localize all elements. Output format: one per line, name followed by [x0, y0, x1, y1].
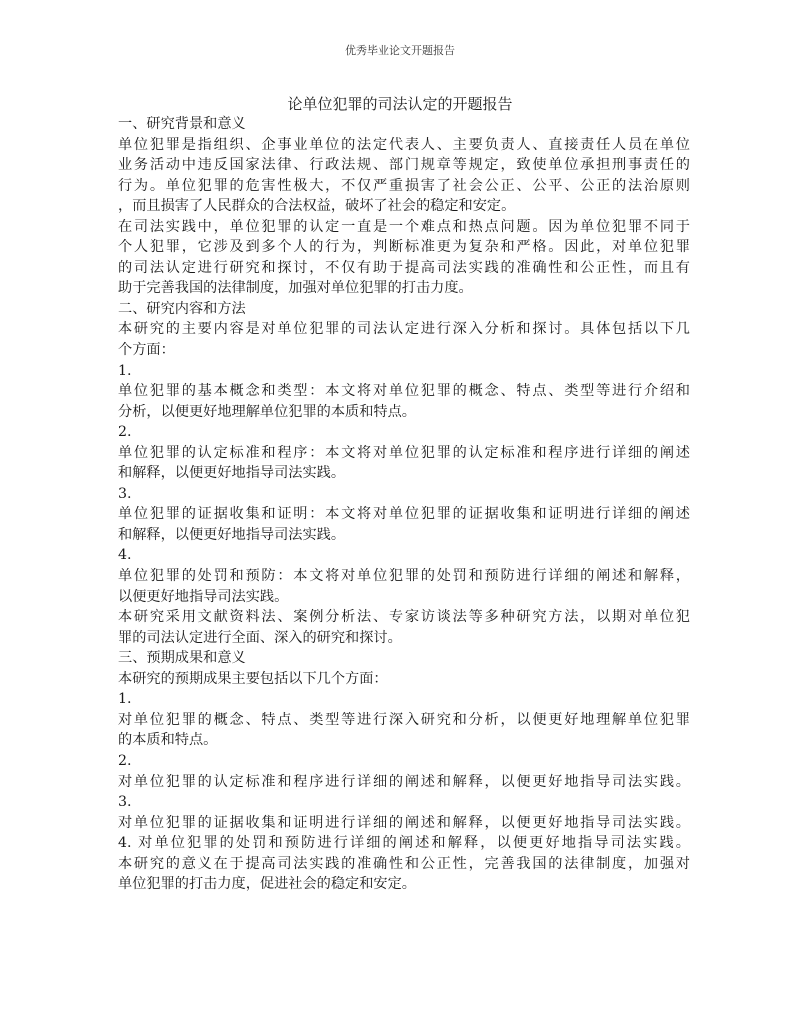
list-number: 3.: [118, 485, 132, 502]
list-number: 4.: [118, 547, 132, 564]
document-body: [118, 114, 690, 895]
list-number: 3.: [118, 794, 132, 811]
text-line: 罪的司法认定进行全面、深入的研究和探讨。: [118, 629, 402, 646]
text-line: 助于完善我国的法律制度，加强对单位犯罪的打击力度。: [118, 280, 473, 297]
text-line: 个方面：: [118, 342, 175, 359]
text-line: 的本质和特点。: [118, 732, 218, 749]
list-number: 1.: [118, 362, 132, 379]
text-line: 一、研究背景和意义: [118, 116, 246, 132]
text-line: 本研究的意义在于提高司法实践的准确性和公正性，完善我国的法律制度，加强对: [118, 855, 690, 872]
text-line: 单位犯罪是指组织、企事业单位的法定代表人、主要负责人、直接责任人员在单位: [118, 136, 690, 153]
text-line: ，而且损害了人民群众的合法权益，破坏了社会的稳定和安定。: [118, 198, 516, 215]
list-number: 2.: [118, 752, 132, 769]
text-line: 三、预期成果和意义: [118, 650, 246, 667]
text-line: 的司法认定进行研究和探讨，不仅有助于提高司法实践的准确性和公正性，而且有: [118, 259, 690, 276]
text-line: 以便更好地指导司法实践。: [118, 588, 289, 605]
text-line: 单位犯罪的认定标准和程序：本文将对单位犯罪的认定标准和程序进行详细的阐述: [118, 444, 690, 461]
text-line: 本研究的主要内容是对单位犯罪的司法认定进行深入分析和探讨。具体包括以下几: [118, 321, 690, 338]
text-line: 二、研究内容和方法: [118, 300, 246, 317]
text-line: 对单位犯罪的认定标准和程序进行详细的阐述和解释，以便更好地指导司法实践。: [118, 773, 690, 790]
text-line: 4. 对单位犯罪的处罚和预防进行详细的阐述和解释，以便更好地指导司法实践。: [118, 835, 690, 852]
text-line: 本研究采用文献资料法、案例分析法、专家访谈法等多种研究方法，以期对单位犯: [118, 609, 690, 626]
text-line: 个人犯罪，它涉及到多个人的行为，判断标准更为复杂和严格。因此，对单位犯罪: [118, 239, 690, 256]
text-line: 和解释，以便更好地指导司法实践。: [118, 526, 346, 543]
text-line: 单位犯罪的打击力度，促进社会的稳定和安定。: [118, 876, 416, 893]
text-line: 业务活动中违反国家法律、行政法规、部门规章等规定，致使单位承担刑事责任的: [118, 157, 690, 174]
text-line: 行为。单位犯罪的危害性极大，不仅严重损害了社会公正、公平、公正的法治原则: [118, 177, 690, 194]
text-line: 单位犯罪的处罚和预防：本文将对单位犯罪的处罚和预防进行详细的阐述和解释，: [118, 568, 690, 585]
list-number: 1.: [118, 691, 132, 708]
text-line: 分析，以便更好地理解单位犯罪的本质和特点。: [118, 403, 416, 420]
list-number: 2.: [118, 424, 132, 441]
text-line: 对单位犯罪的概念、特点、类型等进行深入研究和分析，以便更好地理解单位犯罪: [118, 711, 690, 728]
text-line: 单位犯罪的证据收集和证明：本文将对单位犯罪的证据收集和证明进行详细的阐述: [118, 506, 690, 523]
text-line: 对单位犯罪的证据收集和证明进行详细的阐述和解释，以便更好地指导司法实践。: [118, 814, 690, 831]
document-title: 论单位犯罪的司法认定的开题报告: [287, 95, 513, 113]
text-line: 本研究的预期成果主要包括以下几个方面：: [118, 670, 388, 687]
text-line: 和解释，以便更好地指导司法实践。: [118, 465, 346, 482]
text-line: 在司法实践中，单位犯罪的认定一直是一个难点和热点问题。因为单位犯罪不同于: [118, 218, 690, 235]
running-header: 优秀毕业论文开题报告: [345, 44, 455, 57]
text-line: 单位犯罪的基本概念和类型：本文将对单位犯罪的概念、特点、类型等进行介绍和: [118, 383, 690, 400]
